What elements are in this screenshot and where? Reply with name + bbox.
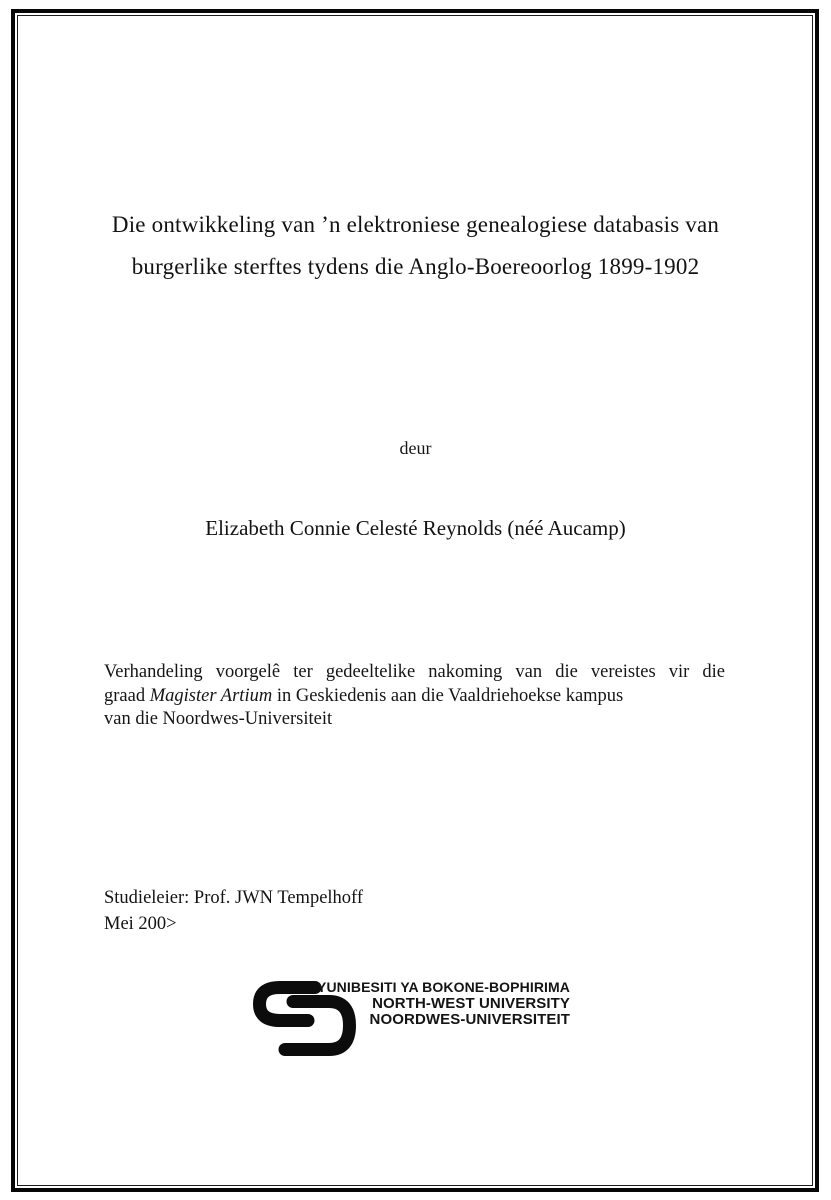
degree-statement-line-2-prefix: graad [104, 685, 150, 706]
byline-deur: deur [399, 438, 432, 458]
nwu-logo-wordmark [317, 979, 570, 1029]
date-line: Mei 200> [104, 914, 177, 934]
degree-name-italic: Magister Artium [149, 685, 273, 706]
degree-statement-line-2 [104, 685, 725, 709]
degree-statement-line-3: van die Noordwes-Universiteit [104, 709, 333, 729]
degree-statement [104, 661, 725, 732]
degree-statement-line-1: Verhandeling voorgelê ter gedeeltelike nakoming van die vereistes vir die [104, 662, 725, 682]
nwu-logo-text-line-3: NOORDWES-UNIVERSITEIT [369, 1011, 570, 1028]
thesis-title-line-1: Die ontwikkeling van ’n elektroniese genealogiese databasis van [111, 212, 720, 237]
thesis-title-line-2: burgerlike sterftes tydens die Anglo-Boereoorlog 1899-1902 [131, 254, 700, 279]
nwu-logo-text-line-1: YUNIBESITI YA BOKONE-BOPHIRIMA [317, 979, 570, 995]
supervisor-block [104, 885, 363, 937]
author-name: Elizabeth Connie Celesté Reynolds (néé Aucamp) [205, 516, 626, 540]
nwu-logo-text-line-2: NORTH-WEST UNIVERSITY [372, 994, 570, 1012]
degree-statement-line-2-suffix: in Geskiedenis aan die Vaaldriehoekse kampus [272, 685, 624, 706]
supervisor-line: Studieleier: Prof. JWN Tempelhoff [104, 888, 364, 908]
